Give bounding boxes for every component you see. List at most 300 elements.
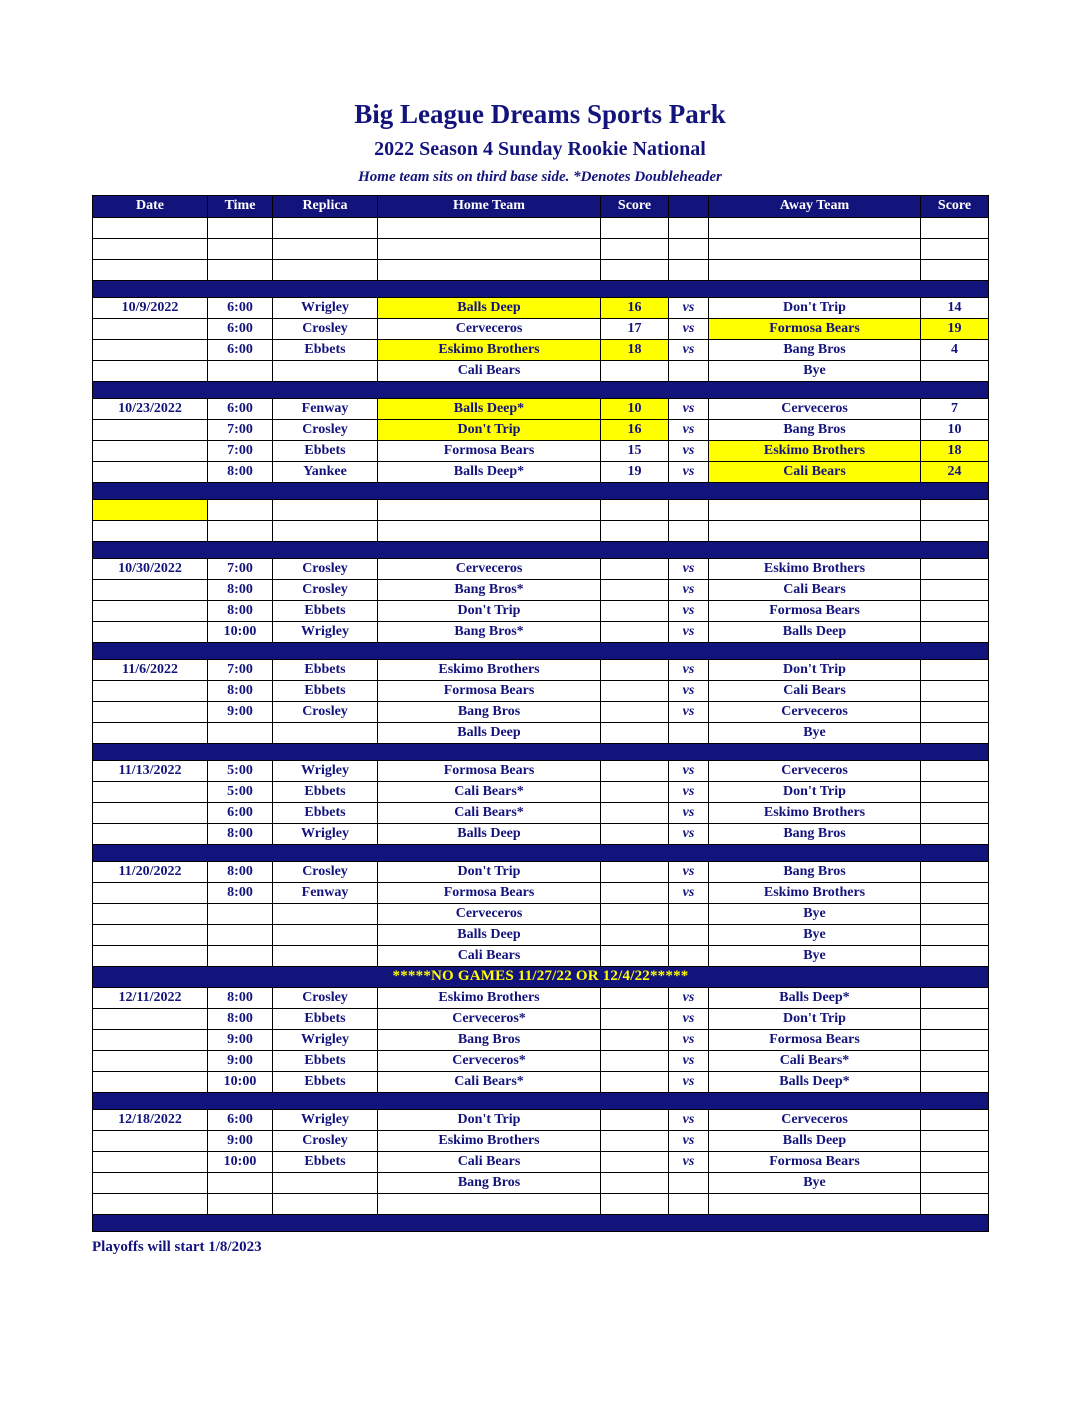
away-score-cell: [921, 238, 989, 259]
away-score-cell: [921, 945, 989, 966]
separator-bar: [93, 541, 989, 558]
vs-cell: vs: [669, 558, 709, 579]
game-row: [93, 1008, 989, 1029]
away-team-cell: Cerveceros: [709, 701, 921, 722]
game-row: [93, 1109, 989, 1130]
home-team-cell: Don't Trip: [378, 419, 601, 440]
away-team-cell: Cali Bears: [709, 461, 921, 482]
home-team-cell: Formosa Bears: [378, 882, 601, 903]
replica-cell: Ebbets: [273, 600, 378, 621]
replica-cell: [273, 924, 378, 945]
separator-row: [93, 743, 989, 760]
home-team-cell: Formosa Bears: [378, 680, 601, 701]
away-score-cell: [921, 924, 989, 945]
home-score-cell: [601, 802, 669, 823]
home-team-cell: Cerveceros*: [378, 1008, 601, 1029]
game-row: [93, 1071, 989, 1092]
away-team-cell: Don't Trip: [709, 659, 921, 680]
vs-cell: vs: [669, 760, 709, 781]
replica-cell: Wrigley: [273, 297, 378, 318]
date-cell: [93, 882, 208, 903]
away-score-cell: [921, 823, 989, 844]
replica-cell: [273, 945, 378, 966]
date-cell: [93, 1193, 208, 1214]
home-team-cell: Formosa Bears: [378, 760, 601, 781]
time-cell: 8:00: [208, 461, 273, 482]
replica-cell: Yankee: [273, 461, 378, 482]
vs-cell: vs: [669, 680, 709, 701]
time-cell: 7:00: [208, 659, 273, 680]
vs-cell: vs: [669, 823, 709, 844]
replica-cell: Wrigley: [273, 621, 378, 642]
away-score-cell: [921, 659, 989, 680]
replica-cell: Wrigley: [273, 823, 378, 844]
page-title: Big League Dreams Sports Park: [354, 99, 726, 129]
home-score-cell: 16: [601, 419, 669, 440]
home-team-cell: [378, 1193, 601, 1214]
replica-cell: Ebbets: [273, 339, 378, 360]
header-row: [93, 195, 989, 217]
vs-cell: vs: [669, 882, 709, 903]
replica-cell: Crosley: [273, 1130, 378, 1151]
home-score-cell: 19: [601, 461, 669, 482]
no-games-row: [93, 966, 989, 987]
date-cell: [93, 621, 208, 642]
date-cell: [93, 440, 208, 461]
home-team-cell: Bang Bros: [378, 1029, 601, 1050]
game-row: [93, 318, 989, 339]
away-team-cell: Bye: [709, 945, 921, 966]
home-score-cell: [601, 1172, 669, 1193]
date-cell: [93, 1071, 208, 1092]
separator-bar: [93, 381, 989, 398]
away-team-cell: Bye: [709, 924, 921, 945]
date-cell: 10/23/2022: [93, 398, 208, 419]
vs-cell: vs: [669, 1050, 709, 1071]
time-cell: 9:00: [208, 1130, 273, 1151]
home-team-cell: [378, 520, 601, 541]
replica-cell: [273, 259, 378, 280]
time-cell: 6:00: [208, 1109, 273, 1130]
time-cell: [208, 499, 273, 520]
date-cell: [93, 823, 208, 844]
header-away-score: Score: [921, 195, 989, 217]
home-score-cell: [601, 259, 669, 280]
date-cell: [93, 1008, 208, 1029]
time-cell: 5:00: [208, 781, 273, 802]
time-cell: [208, 238, 273, 259]
time-cell: 7:00: [208, 419, 273, 440]
date-cell: [93, 1172, 208, 1193]
time-cell: 7:00: [208, 440, 273, 461]
home-score-cell: [601, 1071, 669, 1092]
home-score-cell: [601, 621, 669, 642]
vs-cell: vs: [669, 1029, 709, 1050]
home-score-cell: [601, 1130, 669, 1151]
date-cell: [93, 579, 208, 600]
time-cell: 8:00: [208, 680, 273, 701]
game-row: [93, 579, 989, 600]
away-team-cell: Cali Bears: [709, 680, 921, 701]
vs-cell: vs: [669, 621, 709, 642]
date-cell: [93, 701, 208, 722]
vs-cell: vs: [669, 701, 709, 722]
date-cell: [93, 802, 208, 823]
time-cell: [208, 903, 273, 924]
away-team-cell: [709, 217, 921, 238]
game-row: [93, 297, 989, 318]
separator-row: [93, 844, 989, 861]
game-row: [93, 558, 989, 579]
yellowdate-row: [93, 499, 989, 520]
away-score-cell: [921, 1008, 989, 1029]
replica-cell: Wrigley: [273, 760, 378, 781]
away-score-cell: [921, 1151, 989, 1172]
separator-row: [93, 280, 989, 297]
home-score-cell: [601, 945, 669, 966]
bye-row: [93, 945, 989, 966]
home-score-cell: 16: [601, 297, 669, 318]
separator-row: [93, 482, 989, 499]
date-cell: [93, 217, 208, 238]
date-cell: 11/13/2022: [93, 760, 208, 781]
date-cell: 12/11/2022: [93, 987, 208, 1008]
replica-cell: Ebbets: [273, 1151, 378, 1172]
away-team-cell: Formosa Bears: [709, 600, 921, 621]
replica-cell: Fenway: [273, 398, 378, 419]
blank-row: [93, 259, 989, 280]
home-team-cell: Balls Deep: [378, 722, 601, 743]
game-row: [93, 339, 989, 360]
vs-cell: vs: [669, 781, 709, 802]
home-score-cell: [601, 903, 669, 924]
header-replica: Replica: [273, 195, 378, 217]
time-cell: 6:00: [208, 318, 273, 339]
away-score-cell: 14: [921, 297, 989, 318]
home-score-cell: [601, 680, 669, 701]
separator-row: [93, 1214, 989, 1231]
vs-cell: [669, 722, 709, 743]
away-team-cell: Bang Bros: [709, 823, 921, 844]
playoffs-note: Playoffs will start 1/8/2023: [92, 1238, 262, 1255]
game-row: [93, 823, 989, 844]
home-team-cell: Bang Bros: [378, 1172, 601, 1193]
away-team-cell: Eskimo Brothers: [709, 440, 921, 461]
away-team-cell: Formosa Bears: [709, 318, 921, 339]
game-row: [93, 1050, 989, 1071]
game-row: [93, 680, 989, 701]
vs-cell: [669, 903, 709, 924]
bye-row: [93, 360, 989, 381]
replica-cell: Crosley: [273, 701, 378, 722]
vs-cell: vs: [669, 297, 709, 318]
home-team-cell: Formosa Bears: [378, 440, 601, 461]
home-team-cell: Cali Bears*: [378, 802, 601, 823]
away-team-cell: [709, 499, 921, 520]
replica-cell: Crosley: [273, 558, 378, 579]
vs-cell: vs: [669, 461, 709, 482]
vs-cell: vs: [669, 861, 709, 882]
home-team-cell: Bang Bros*: [378, 621, 601, 642]
replica-cell: [273, 499, 378, 520]
away-team-cell: Formosa Bears: [709, 1151, 921, 1172]
replica-cell: Ebbets: [273, 440, 378, 461]
vs-cell: vs: [669, 1151, 709, 1172]
home-team-cell: Cerveceros: [378, 318, 601, 339]
time-cell: 8:00: [208, 861, 273, 882]
away-score-cell: 4: [921, 339, 989, 360]
vs-cell: [669, 924, 709, 945]
away-team-cell: Cali Bears*: [709, 1050, 921, 1071]
home-score-cell: [601, 520, 669, 541]
home-team-cell: Bang Bros: [378, 701, 601, 722]
time-cell: [208, 1193, 273, 1214]
vs-cell: [669, 945, 709, 966]
time-cell: 6:00: [208, 339, 273, 360]
home-team-cell: Cali Bears: [378, 1151, 601, 1172]
away-score-cell: [921, 360, 989, 381]
replica-cell: Crosley: [273, 987, 378, 1008]
replica-cell: Ebbets: [273, 1050, 378, 1071]
game-row: [93, 802, 989, 823]
away-team-cell: Don't Trip: [709, 297, 921, 318]
replica-cell: [273, 1172, 378, 1193]
home-score-cell: [601, 1050, 669, 1071]
date-cell: [93, 600, 208, 621]
replica-cell: Ebbets: [273, 781, 378, 802]
away-score-cell: [921, 217, 989, 238]
time-cell: 5:00: [208, 760, 273, 781]
separator-row: [93, 541, 989, 558]
vs-cell: vs: [669, 1008, 709, 1029]
time-cell: 7:00: [208, 558, 273, 579]
date-cell: [93, 781, 208, 802]
away-team-cell: Bye: [709, 1172, 921, 1193]
bye-row: [93, 722, 989, 743]
date-cell: [93, 461, 208, 482]
time-cell: 9:00: [208, 1029, 273, 1050]
separator-row: [93, 1092, 989, 1109]
home-team-cell: Balls Deep*: [378, 461, 601, 482]
bye-row: [93, 924, 989, 945]
away-team-cell: Cerveceros: [709, 760, 921, 781]
date-cell: 11/20/2022: [93, 861, 208, 882]
date-cell: 10/9/2022: [93, 297, 208, 318]
away-score-cell: [921, 1130, 989, 1151]
time-cell: [208, 1172, 273, 1193]
date-cell: [93, 259, 208, 280]
time-cell: 8:00: [208, 987, 273, 1008]
home-team-cell: Cerveceros: [378, 558, 601, 579]
away-score-cell: [921, 987, 989, 1008]
date-cell: [93, 520, 208, 541]
away-team-cell: [709, 1193, 921, 1214]
vs-cell: vs: [669, 987, 709, 1008]
home-score-cell: 18: [601, 339, 669, 360]
title-block: [92, 0, 988, 186]
vs-cell: vs: [669, 600, 709, 621]
away-score-cell: [921, 701, 989, 722]
date-cell: 12/18/2022: [93, 1109, 208, 1130]
time-cell: [208, 520, 273, 541]
away-score-cell: [921, 1071, 989, 1092]
game-row: [93, 701, 989, 722]
time-cell: 6:00: [208, 398, 273, 419]
home-score-cell: [601, 861, 669, 882]
home-team-cell: Eskimo Brothers: [378, 987, 601, 1008]
away-team-cell: Cali Bears: [709, 579, 921, 600]
away-score-cell: 19: [921, 318, 989, 339]
home-team-cell: Cerveceros: [378, 903, 601, 924]
home-team-cell: Don't Trip: [378, 1109, 601, 1130]
home-team-cell: Bang Bros*: [378, 579, 601, 600]
away-team-cell: [709, 259, 921, 280]
away-team-cell: [709, 520, 921, 541]
vs-cell: [669, 1193, 709, 1214]
separator-bar: [93, 743, 989, 760]
away-score-cell: [921, 781, 989, 802]
replica-cell: Fenway: [273, 882, 378, 903]
date-cell: [93, 945, 208, 966]
date-cell: [93, 1029, 208, 1050]
home-team-cell: Cali Bears*: [378, 1071, 601, 1092]
home-team-cell: Eskimo Brothers: [378, 659, 601, 680]
time-cell: 9:00: [208, 1050, 273, 1071]
blank-row: [93, 1193, 989, 1214]
game-row: [93, 760, 989, 781]
replica-cell: Ebbets: [273, 802, 378, 823]
replica-cell: [273, 903, 378, 924]
page-subtitle: 2022 Season 4 Sunday Rookie National: [374, 137, 706, 160]
away-score-cell: [921, 882, 989, 903]
away-score-cell: 7: [921, 398, 989, 419]
separator-row: [93, 642, 989, 659]
home-team-cell: Balls Deep: [378, 297, 601, 318]
away-team-cell: Balls Deep*: [709, 1071, 921, 1092]
time-cell: 10:00: [208, 621, 273, 642]
date-cell: 11/6/2022: [93, 659, 208, 680]
time-cell: 8:00: [208, 579, 273, 600]
home-score-cell: 17: [601, 318, 669, 339]
home-team-cell: Don't Trip: [378, 600, 601, 621]
header-vs: [669, 195, 709, 217]
header-date: Date: [93, 195, 208, 217]
time-cell: 9:00: [208, 701, 273, 722]
home-team-cell: Don't Trip: [378, 861, 601, 882]
replica-cell: [273, 238, 378, 259]
away-team-cell: Don't Trip: [709, 781, 921, 802]
away-team-cell: Balls Deep*: [709, 987, 921, 1008]
game-row: [93, 882, 989, 903]
separator-bar: [93, 1092, 989, 1109]
home-team-cell: [378, 499, 601, 520]
vs-cell: vs: [669, 318, 709, 339]
time-cell: 8:00: [208, 882, 273, 903]
away-team-cell: Bye: [709, 903, 921, 924]
separator-bar: [93, 280, 989, 297]
away-team-cell: Balls Deep: [709, 621, 921, 642]
home-score-cell: [601, 1008, 669, 1029]
game-row: [93, 1029, 989, 1050]
home-score-cell: [601, 1109, 669, 1130]
home-score-cell: [601, 238, 669, 259]
away-score-cell: [921, 1029, 989, 1050]
vs-cell: vs: [669, 1130, 709, 1151]
home-team-cell: Balls Deep*: [378, 398, 601, 419]
date-cell: 10/30/2022: [93, 558, 208, 579]
vs-cell: vs: [669, 1109, 709, 1130]
header-away-team: Away Team: [709, 195, 921, 217]
replica-cell: Crosley: [273, 419, 378, 440]
replica-cell: Ebbets: [273, 1071, 378, 1092]
away-score-cell: [921, 861, 989, 882]
home-score-cell: [601, 701, 669, 722]
away-team-cell: Bye: [709, 722, 921, 743]
date-cell: [93, 1130, 208, 1151]
date-cell: [93, 499, 208, 520]
away-score-cell: [921, 802, 989, 823]
home-score-cell: [601, 781, 669, 802]
separator-row: [93, 381, 989, 398]
page-note: Home team sits on third base side. *Denotes Doubleheader: [358, 168, 722, 185]
vs-cell: vs: [669, 659, 709, 680]
away-score-cell: [921, 600, 989, 621]
home-score-cell: [601, 987, 669, 1008]
time-cell: [208, 360, 273, 381]
time-cell: 8:00: [208, 600, 273, 621]
away-team-cell: Eskimo Brothers: [709, 802, 921, 823]
separator-bar: [93, 844, 989, 861]
replica-cell: Ebbets: [273, 1008, 378, 1029]
vs-cell: [669, 259, 709, 280]
home-team-cell: [378, 238, 601, 259]
replica-cell: [273, 217, 378, 238]
blank-row: [93, 520, 989, 541]
replica-cell: [273, 360, 378, 381]
vs-cell: [669, 520, 709, 541]
date-cell: [93, 903, 208, 924]
replica-cell: [273, 722, 378, 743]
away-score-cell: [921, 499, 989, 520]
home-score-cell: 15: [601, 440, 669, 461]
blank-row: [93, 217, 989, 238]
time-cell: 6:00: [208, 297, 273, 318]
game-row: [93, 600, 989, 621]
game-row: [93, 398, 989, 419]
home-score-cell: [601, 1193, 669, 1214]
game-row: [93, 419, 989, 440]
away-score-cell: [921, 520, 989, 541]
away-score-cell: [921, 259, 989, 280]
home-score-cell: [601, 579, 669, 600]
away-score-cell: [921, 760, 989, 781]
replica-cell: Ebbets: [273, 659, 378, 680]
home-team-cell: Cali Bears: [378, 360, 601, 381]
schedule-table: [92, 195, 989, 1232]
vs-cell: vs: [669, 579, 709, 600]
home-score-cell: [601, 499, 669, 520]
vs-cell: [669, 217, 709, 238]
home-score-cell: [601, 659, 669, 680]
home-score-cell: [601, 600, 669, 621]
date-cell: [93, 339, 208, 360]
away-team-cell: Bang Bros: [709, 339, 921, 360]
home-score-cell: [601, 924, 669, 945]
date-cell: [93, 924, 208, 945]
away-team-cell: Cerveceros: [709, 398, 921, 419]
away-score-cell: [921, 1193, 989, 1214]
away-score-cell: [921, 722, 989, 743]
